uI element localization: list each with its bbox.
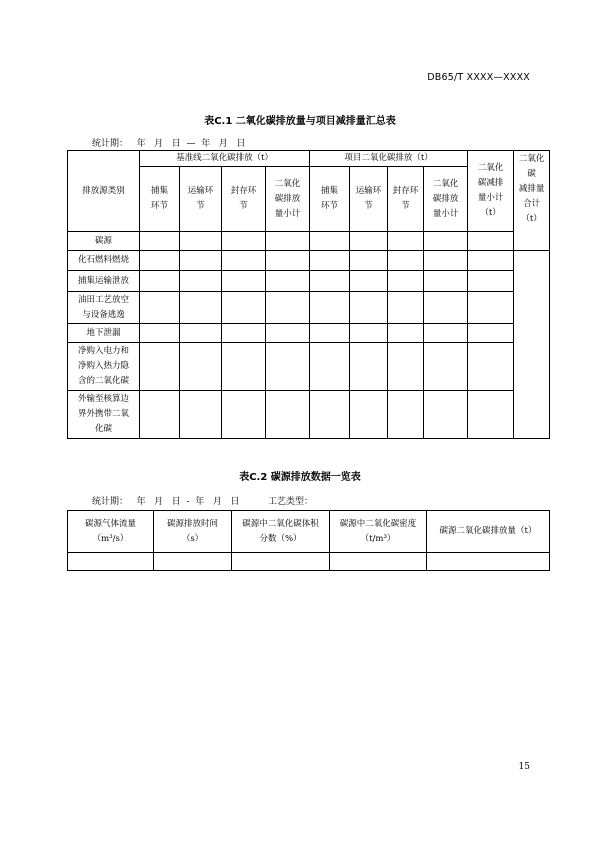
baseline-subtotal: 二氧化 碳排放 量小计 [266, 167, 310, 232]
col-emission-time: 碳源排放时间 （s） [154, 511, 232, 553]
table-c1 [67, 150, 550, 439]
row-label: 外输至核算边 界外携带二氧 化碳 [68, 391, 140, 439]
col-reduction-total: 二氧化 碳 减排量 合计 （t） [514, 151, 550, 251]
baseline-capture: 捕集 环节 [140, 167, 180, 232]
table-row [68, 553, 550, 571]
project-storage: 封存环 节 [388, 167, 424, 232]
table-row [68, 343, 550, 391]
col-co2-emission: 碳源二氧化碳排放量（t） [427, 511, 550, 553]
col-gas-flow: 碳源气体流量 （m³/s） [68, 511, 154, 553]
row-label: 化石燃料燃烧 [68, 251, 140, 271]
baseline-transport: 运输环 节 [180, 167, 222, 232]
table-row [68, 292, 550, 324]
table-row [68, 391, 550, 439]
table-c2-caption: 表C.2 碳源排放数据一览表 [239, 472, 361, 483]
project-capture: 捕集 环节 [310, 167, 350, 232]
table-c2-stat-period: 统计期： 年 月 日 - 年 月 日 工艺类型： [92, 497, 314, 507]
baseline-storage: 封存环 节 [222, 167, 266, 232]
col-reduction-subtotal: 二氧化 碳减排 量小计 （t） [468, 151, 514, 232]
row-label: 油田工艺放空 与设备逃逸 [68, 292, 140, 324]
col-co2-volume-fraction: 碳源中二氧化碳体积 分数（%） [232, 511, 330, 553]
table-row [68, 271, 550, 292]
table-c2 [67, 510, 550, 571]
row-label: 净购入电力和 净购入热力隐 含的二氧化碳 [68, 343, 140, 391]
project-transport: 运输环 节 [350, 167, 388, 232]
page-number: 15 [518, 762, 530, 772]
row-label: 碳源 [68, 232, 140, 251]
group-baseline-emission: 基准线二氧化碳排放（t） [140, 151, 310, 167]
table-row [68, 232, 550, 251]
project-subtotal: 二氧化 碳排放 量小计 [424, 167, 468, 232]
col-co2-density: 碳源中二氧化碳密度 （t/m³） [330, 511, 427, 553]
col-source-category: 排放源类别 [68, 151, 140, 232]
table-c1-stat-period: 统计期： 年 月 日 — 年 月 日 [92, 139, 246, 149]
row-label: 捕集运输泄放 [68, 271, 140, 292]
document-number: DB65/T XXXX—XXXX [427, 72, 530, 83]
row-label: 地下泄漏 [68, 324, 140, 343]
table-row [68, 251, 550, 271]
group-project-emission: 项目二氧化碳排放（t） [310, 151, 468, 167]
table-row [68, 324, 550, 343]
table-c1-caption: 表C.1 二氧化碳排放量与项目减排量汇总表 [204, 116, 396, 127]
